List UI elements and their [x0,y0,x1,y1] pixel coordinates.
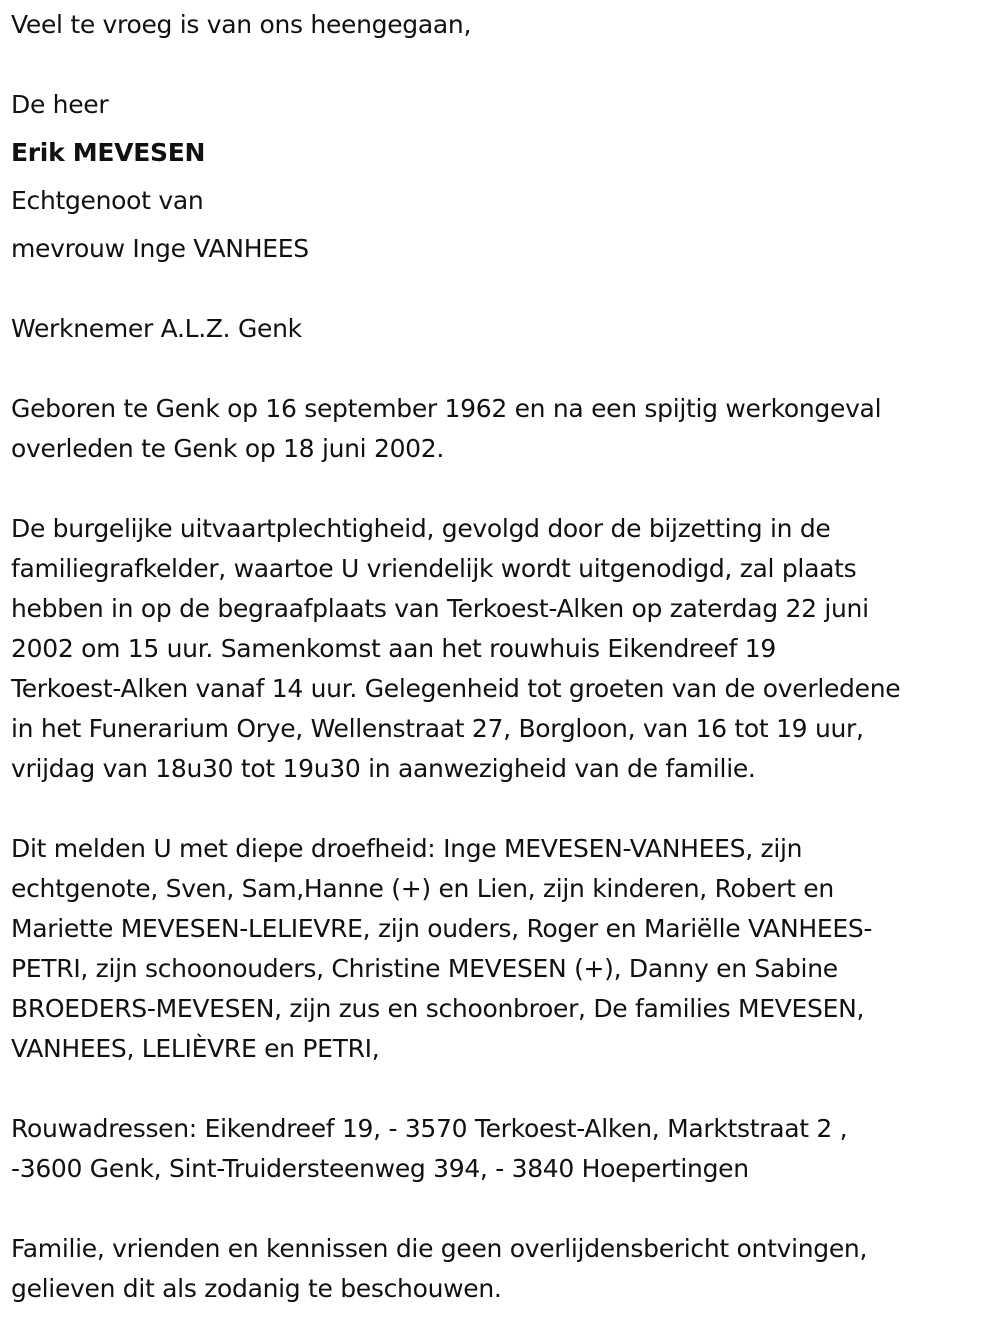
ceremony-line: Terkoest-Alken vanaf 14 uur. Gelegenheid tot groeten van de overledene [11,674,901,703]
deceased-name: Erik MEVESEN [11,138,206,167]
family-line: Mariette MEVESEN-LELIEVRE, zijn ouders, Roger en Mariëlle VANHEES- [11,914,873,943]
family-line: Dit melden U met diepe droefheid: Inge MEVESEN-VANHEES, zijn [11,834,803,863]
birth-death-line: Geboren te Genk op 16 september 1962 en na een spijtig werkongeval [11,394,882,423]
family-line: BROEDERS-MEVESEN, zijn zus en schoonbroer, De families MEVESEN, [11,994,865,1023]
ceremony-line: 2002 om 15 uur. Samenkomst aan het rouwhuis Eikendreef 19 [11,634,776,663]
ceremony-line: in het Funerarium Orye, Wellenstraat 27, Borgloon, van 16 tot 19 uur, [11,714,864,743]
intro-line: Veel te vroeg is van ons heengegaan, [11,10,472,39]
family-line: echtgenote, Sven, Sam,Hanne (+) en Lien, zijn kinderen, Robert en [11,874,834,903]
address-line: Rouwadressen: Eikendreef 19, - 3570 Terkoest-Alken, Marktstraat 2 , [11,1114,848,1143]
salutation: De heer [11,90,109,119]
birth-death-line: overleden te Genk op 18 juni 2002. [11,434,445,463]
spouse-name: mevrouw Inge VANHEES [11,234,309,263]
ceremony-line: hebben in op de begraafplaats van Terkoest-Alken op zaterdag 22 juni [11,594,869,623]
family-line: PETRI, zijn schoonouders, Christine MEVESEN (+), Danny en Sabine [11,954,838,983]
occupation: Werknemer A.L.Z. Genk [11,314,302,343]
spouse-label: Echtgenoot van [11,186,204,215]
address-line: -3600 Genk, Sint-Truidersteenweg 394, - 3840 Hoepertingen [11,1154,749,1183]
closing-line: gelieven dit als zodanig te beschouwen. [11,1274,502,1303]
family-line: VANHEES, LELIÈVRE en PETRI, [11,1034,380,1063]
closing-line: Familie, vrienden en kennissen die geen overlijdensbericht ontvingen, [11,1234,868,1263]
ceremony-line: familiegrafkelder, waartoe U vriendelijk wordt uitgenodigd, zal plaats [11,554,857,583]
ceremony-line: De burgelijke uitvaartplechtigheid, gevolgd door de bijzetting in de [11,514,831,543]
ceremony-line: vrijdag van 18u30 tot 19u30 in aanwezigheid van de familie. [11,754,756,783]
